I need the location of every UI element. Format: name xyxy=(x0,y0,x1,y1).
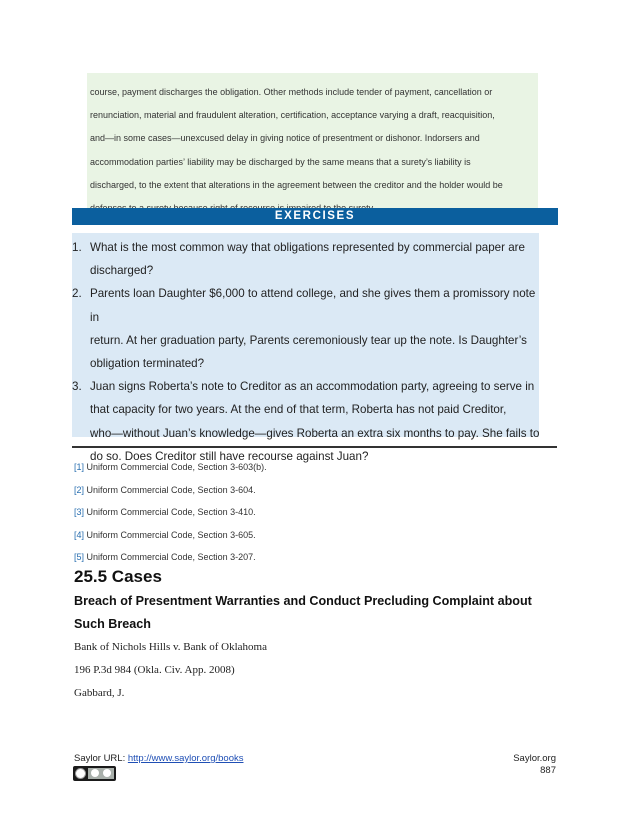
exercise-number: 3. xyxy=(72,380,82,394)
footnote xyxy=(74,461,267,484)
exercise-line: Juan signs Roberta’s note to Creditor as an accommodation party, agreeing to serve in xyxy=(90,380,535,394)
summary-line: course, payment discharges the obligation. Other methods include tender of payment, cancellation or xyxy=(90,87,493,97)
footnote-link[interactable]: [3] xyxy=(74,507,85,518)
footnote xyxy=(74,506,267,529)
exercises-heading: EXERCISES xyxy=(72,208,558,225)
creative-commons-badge-icon[interactable] xyxy=(73,766,116,781)
footnote xyxy=(74,484,267,507)
summary-line: renunciation, material and fraudulent alteration, certification, acceptance varying a draft, reacquisition, xyxy=(90,110,495,121)
case-title-line: Breach of Presentment Warranties and Conduct Precluding Complaint about xyxy=(74,594,532,608)
case-judge: Gabbard, J. xyxy=(74,687,125,699)
case-title-line: Such Breach xyxy=(74,617,151,631)
footnote-text: Uniform Commercial Code, Section 3-605. xyxy=(86,529,256,540)
exercise-list xyxy=(72,236,542,468)
exercise-line: Parents loan Daughter $6,000 to attend college, and she gives them a promissory note in xyxy=(90,287,536,324)
summary-box xyxy=(87,73,538,210)
footnote-text: Uniform Commercial Code, Section 3-604. xyxy=(86,484,256,495)
footnote-link[interactable]: [2] xyxy=(74,484,85,495)
footer-site: Saylor.org xyxy=(513,753,556,764)
case-title xyxy=(74,590,554,636)
footnotes xyxy=(74,461,267,574)
exercise-item xyxy=(72,375,542,468)
exercise-line: who—without Juan’s knowledge—gives Roberta an extra six months to pay. She fails to xyxy=(90,426,540,440)
footnote-text: Uniform Commercial Code, Section 3-603(b). xyxy=(86,462,267,472)
footnote-link[interactable]: [4] xyxy=(74,529,85,540)
footnote-divider xyxy=(72,446,557,448)
exercise-line: return. At her graduation party, Parents ceremoniously tear up the note. Is Daughter’s xyxy=(90,333,527,347)
footnote-text: Uniform Commercial Code, Section 3-410. xyxy=(86,507,256,518)
page-number: 887 xyxy=(540,765,556,776)
footer-url xyxy=(74,753,244,764)
footer-url-label: Saylor URL: xyxy=(74,753,128,764)
section-title: 25.5 Cases xyxy=(74,567,162,586)
exercise-item xyxy=(72,236,542,282)
saylor-books-link[interactable]: http://www.saylor.org/books xyxy=(127,753,244,764)
exercise-line: do so. Does Creditor still have recourse against Juan? xyxy=(90,449,369,463)
summary-line: accommodation parties’ liability may be discharged by the same means that a surety’s liability is xyxy=(90,156,471,167)
footnote-link[interactable]: [5] xyxy=(74,552,85,563)
exercise-number: 1. xyxy=(72,241,82,254)
exercise-line: obligation terminated? xyxy=(90,357,205,371)
exercise-line: discharged? xyxy=(90,264,154,278)
exercise-line: that capacity for two years. At the end of that term, Roberta has not paid Creditor, xyxy=(90,403,507,417)
exercise-item xyxy=(72,282,542,375)
footnote xyxy=(74,529,267,552)
footnote-text: Uniform Commercial Code, Section 3-207. xyxy=(86,552,256,563)
summary-line: discharged, to the extent that alterations in the agreement between the creditor and the holder would be xyxy=(90,179,503,190)
footnote-link[interactable]: [1] xyxy=(74,462,85,472)
case-citation: 196 P.3d 984 (Okla. Civ. App. 2008) xyxy=(74,664,235,676)
summary-line: and—in some cases—unexcused delay in giving notice of presentment or dishonor. Indorsers and xyxy=(90,133,480,144)
footer-right xyxy=(513,753,556,777)
case-name: Bank of Nichols Hills v. Bank of Oklahoma xyxy=(74,641,267,653)
exercise-line: What is the most common way that obligations represented by commercial paper are xyxy=(90,241,525,254)
exercise-number: 2. xyxy=(72,287,82,301)
